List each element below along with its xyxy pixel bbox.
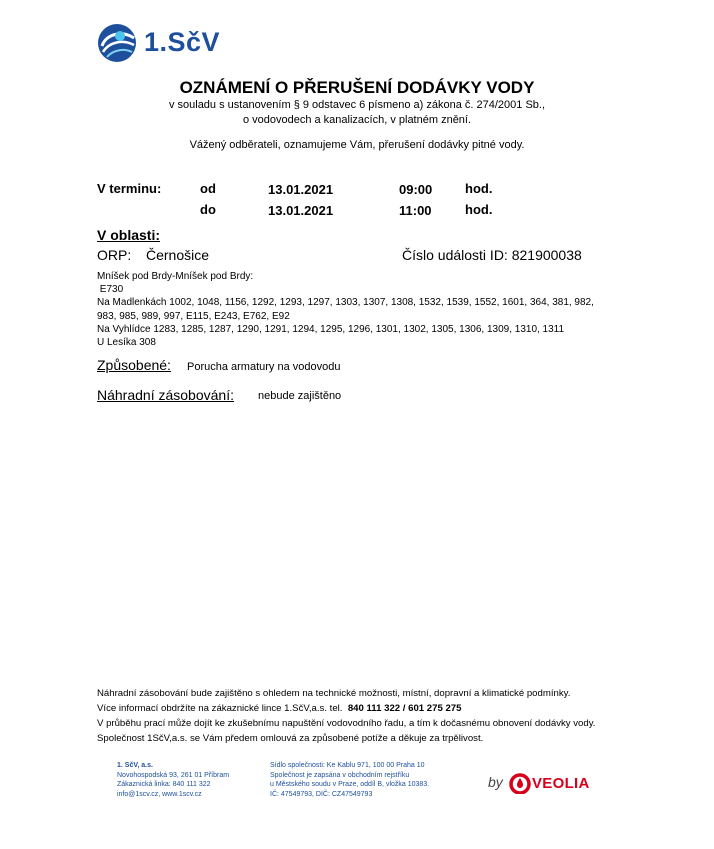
company-name: 1. SčV, a.s. xyxy=(117,762,153,769)
footer-notes xyxy=(97,686,595,746)
company-seat: Sídlo společnosti: Ke Kablu 971, 100 00 Praha 10 xyxy=(270,762,425,769)
veolia-drop-icon xyxy=(509,772,531,794)
orp-label: ORP: xyxy=(97,247,132,263)
replacement-supply-label: Náhradní zásobování: xyxy=(97,387,234,403)
company-register: Společnost je zapsána v obchodním rejstříku xyxy=(270,771,410,779)
address-line: U Lesíka 308 xyxy=(97,337,156,349)
event-id: Číslo události ID: 821900038 xyxy=(402,247,582,263)
to-label: do xyxy=(200,202,216,217)
company-logo xyxy=(96,22,236,64)
to-date: 13.01.2021 xyxy=(268,203,334,218)
from-label: od xyxy=(200,181,216,196)
company-address: Novohospodská 93, 261 01 Příbram xyxy=(117,771,230,779)
to-unit: hod. xyxy=(465,202,493,217)
company-web: info@1scv.cz, www.1scv.cz xyxy=(117,790,202,798)
cause-label: Způsobené: xyxy=(97,357,171,373)
veolia-by-text: by xyxy=(488,774,503,790)
company-contact xyxy=(117,761,229,799)
footer-note: Společnost 1SčV,a.s. se Vám předem omlouvá za způsobené potíže a děkuje za trpělivost. xyxy=(97,733,484,744)
greeting-text: Vážený odběrateli, oznamujeme Vám, přerušení dodávky pitné vody. xyxy=(189,139,525,151)
footer-note xyxy=(97,701,595,716)
footer-note: V průběhu prací může dojít ke zkušebnímu napuštění vodovodního řadu, a tím k dočasnému obnovení dodávky vody. xyxy=(97,718,596,729)
from-date: 13.01.2021 xyxy=(268,182,334,197)
logo-swirl-icon xyxy=(96,22,140,64)
footer-note: Náhradní zásobování bude zajištěno s ohledem na technické možnosti, místní, dopravní a klimatické podmínky. xyxy=(97,688,571,699)
veolia-logo xyxy=(488,772,598,796)
term-label: V terminu: xyxy=(97,181,162,196)
veolia-name: VEOLIA xyxy=(532,775,590,792)
orp-value: Černošice xyxy=(146,247,210,263)
logo-text: 1.SčV xyxy=(144,27,221,57)
company-register: u Městského soudu v Praze, oddíl B, vložka 10383. xyxy=(270,781,430,788)
to-time: 11:00 xyxy=(399,203,432,218)
from-time: 09:00 xyxy=(399,182,433,197)
address-line: 983, 985, 989, 997, E115, E243, E762, E92 xyxy=(97,310,290,322)
address-line: Mníšek pod Brdy-Mníšek pod Brdy: xyxy=(97,271,254,282)
page-title: OZNÁMENÍ O PŘERUŠENÍ DODÁVKY VODY xyxy=(179,78,535,97)
address-line: Na Madlenkách 1002, 1048, 1156, 1292, 1293, 1297, 1303, 1307, 1308, 1532, 1539, 1552, 1601, 364, 381, 982, xyxy=(97,297,594,309)
replacement-supply-value: nebude zajištěno xyxy=(258,390,342,402)
area-heading: V oblasti: xyxy=(97,227,161,243)
cause-value: Porucha armatury na vodovodu xyxy=(187,361,341,373)
legal-reference-line-1: v souladu s ustanovením § 9 odstavec 6 písmeno a) zákona č. 274/2001 Sb., xyxy=(168,99,546,111)
address-line: E730 xyxy=(97,284,124,296)
from-unit: hod. xyxy=(465,181,493,196)
affected-addresses xyxy=(97,270,594,349)
company-ids: IČ: 47549793, DIČ: CZ47549793 xyxy=(270,790,373,798)
company-hotline: Zákaznická linka: 840 111 322 xyxy=(117,781,211,788)
address-line: Na Vyhlídce 1283, 1285, 1287, 1290, 1291, 1294, 1295, 1296, 1301, 1302, 1305, 1306, 1309, 1310, 1311 xyxy=(97,323,565,335)
company-registration xyxy=(270,761,429,799)
hotline-phone: 840 111 322 / 601 275 275 xyxy=(347,703,462,714)
hotline-prefix: Více informací obdržíte na zákaznické lince 1.SčV,a.s. tel. xyxy=(97,703,343,714)
legal-reference-line-2: o vodovodech a kanalizacích, v platném znění. xyxy=(242,114,472,126)
